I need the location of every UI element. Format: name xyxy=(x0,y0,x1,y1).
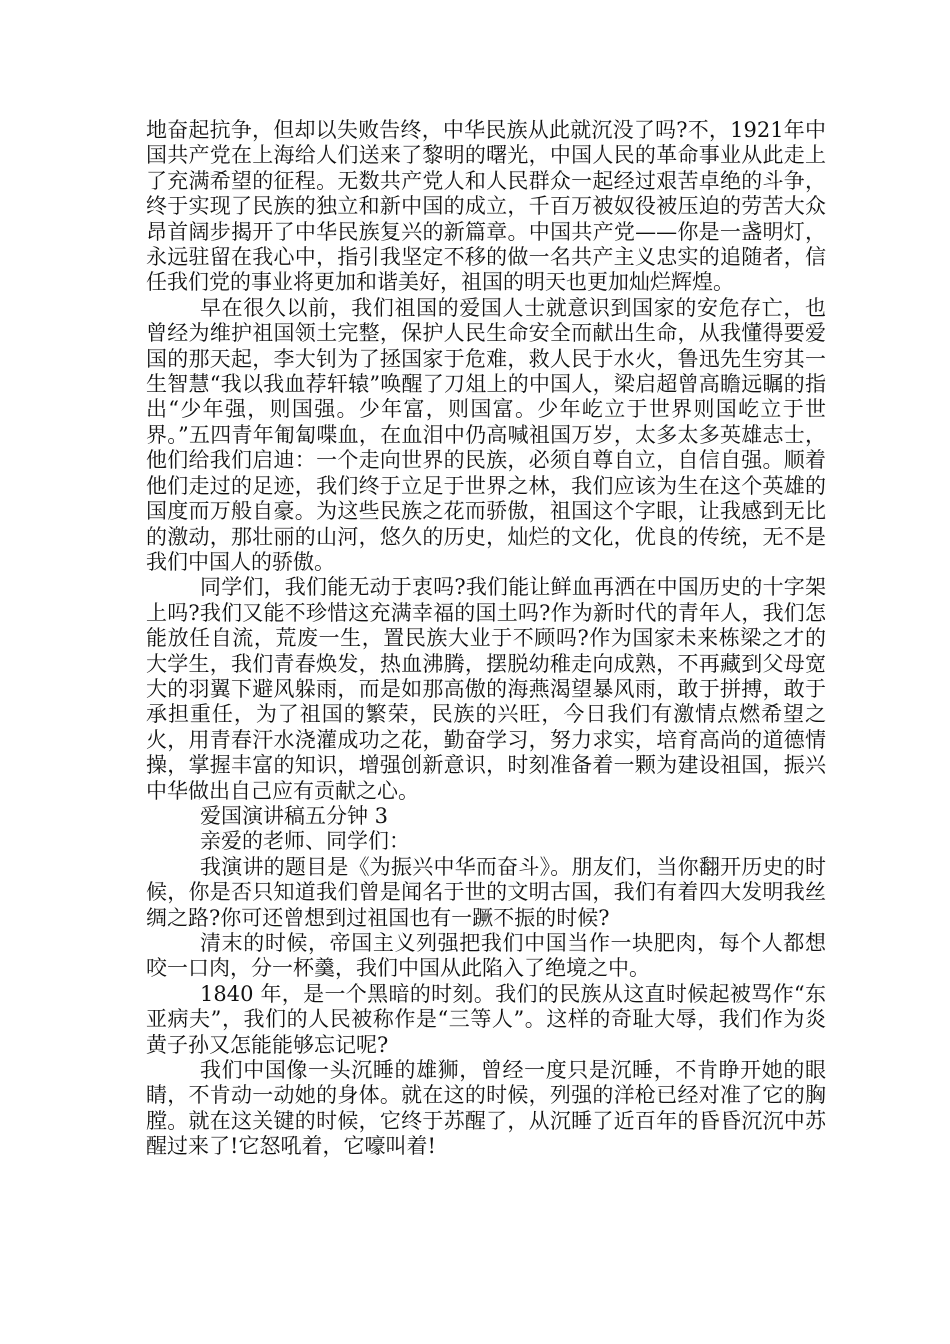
paragraph-9: 我们中国像一头沉睡的雄狮，曾经一度只是沉睡，不肯睁开她的眼睛，不肯动一动她的身体。就在这的时候，列强的洋枪已经对准了它的胸膛。就在这关键的时候，它终于苏醒了，从沉睡了近百年的昏昏沉沉中苏醒过来了!它怒吼着，它嚎叫着! xyxy=(146,1058,826,1159)
salutation: 亲爱的老师、同学们： xyxy=(200,829,410,854)
paragraph-2: 早在很久以前，我们祖国的爱国人士就意识到国家的安危存亡，也曾经为维护祖国领土完整，保护人民生命安全而献出生命，从我懂得要爱国的那天起，李大钊为了拯国家于危难，救人民于水火，鲁迅先生穷其一生智慧“我以我血荐轩辕”唤醒了刀俎上的中国人，梁启超曾高瞻远瞩的指出“少年强，则国强。少年富，则国富。少年屹立于世界则国屹立于世界。”五四青年匍匐喋血，在血泪中仍高喊祖国万岁，太多太多英雄志士，他们给我们启迪：一个走向世界的民族，必须自尊自立，自信自强。顺着他们走过的足迹，我们终于立足于世界之林，我们应该为生在这个英雄的国度而万般自豪。为这些民族之花而骄傲，祖国这个字眼，让我感到无比的激动，那壮丽的山河，悠久的历史，灿烂的文化，优良的传统，无不是我们中国人的骄傲。 xyxy=(146,295,826,574)
paragraph-1: 地奋起抗争，但却以失败告终，中华民族从此就沉没了吗?不，1921年中国共产党在上海给人们送来了黎明的曙光，中国人民的革命事业从此走上了充满希望的征程。无数共产党人和人民群众一起经过艰苦卓绝的斗争，终于实现了民族的独立和新中国的成立，千百万被奴役被压迫的劳苦大众昂首阔步揭开了中华民族复兴的新篇章。中国共产党——你是一盏明灯，永远驻留在我心中，指引我坚定不移的做一名共产主义忠实的追随者，信任我们党的事业将更加和谐美好，祖国的明天也更加灿烂辉煌。 xyxy=(146,118,826,295)
paragraph-7: 清末的时候，帝国主义列强把我们中国当作一块肥肉，每个人都想咬一口肉，分一杯羹，我们中国从此陷入了绝境之中。 xyxy=(146,931,826,981)
paragraph-6: 我演讲的题目是《为振兴中华而奋斗》。朋友们，当你翻开历史的时候，你是否只知道我们曾是闻名于世的文明古国，我们有着四大发明我丝绸之路?你可还曾想到过祖国也有一蹶不振的时候? xyxy=(146,854,826,930)
section-heading: 爱国演讲稿五分钟 3 xyxy=(200,803,389,828)
document-body xyxy=(146,118,826,1160)
paragraph-8: 1840 年，是一个黑暗的时刻。我们的民族从这直时候起被骂作“东亚病夫”，我们的人民被称作是“三等人”。这样的奇耻大辱，我们作为炎黄子孙又怎能能够忘记呢? xyxy=(146,981,826,1057)
paragraph-3: 同学们，我们能无动于衷吗?我们能让鲜血再洒在中国历史的十字架上吗?我们又能不珍惜这充满幸福的国土吗?作为新时代的青年人，我们怎能放任自流，荒废一生，置民族大业于不顾吗?作为国家未来栋梁之才的大学生，我们青春焕发，热血沸腾，摆脱幼稚走向成熟，不再藏到父母宽大的羽翼下避风躲雨，而是如那高傲的海燕渴望暴风雨，敢于拼搏，敢于承担重任，为了祖国的繁荣，民族的兴旺，今日我们有激情点燃希望之火，用青春汗水浇灌成功之花，勤奋学习，努力求实，培育高尚的道德情操，掌握丰富的知识，增强创新意识，时刻准备着一颗为建设祖国，振兴中华做出自己应有贡献之心。 xyxy=(146,575,826,803)
